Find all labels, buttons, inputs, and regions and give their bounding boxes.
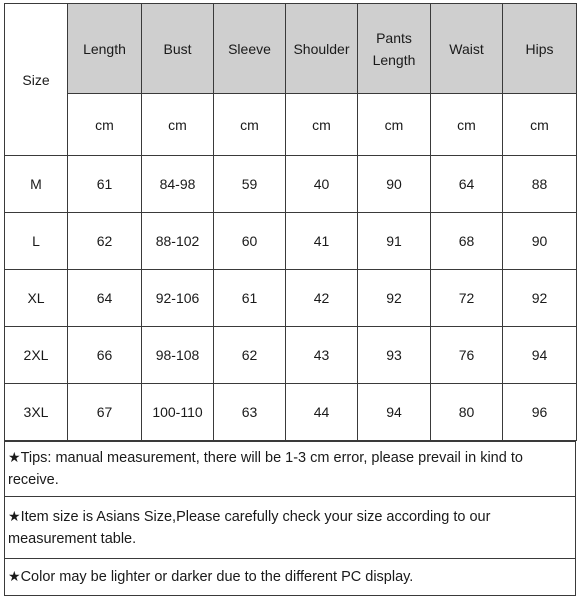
table-cell: 41	[286, 213, 358, 270]
table-cell: 84-98	[142, 156, 214, 213]
unit-cell: cm	[214, 94, 286, 156]
size-cell: M	[5, 156, 68, 213]
table-cell: 61	[214, 270, 286, 327]
table-row-2xl	[5, 327, 577, 384]
table-cell: 91	[358, 213, 431, 270]
table-cell: 94	[358, 384, 431, 441]
star-icon: ★	[8, 449, 21, 465]
table-cell: 80	[431, 384, 503, 441]
unit-cell: cm	[358, 94, 431, 156]
note-text: Color may be lighter or darker due to the different PC display.	[20, 569, 414, 585]
table-cell: 40	[286, 156, 358, 213]
unit-cell: cm	[431, 94, 503, 156]
table-cell: 100-110	[142, 384, 214, 441]
table-cell: 88	[503, 156, 577, 213]
table-cell: 60	[214, 213, 286, 270]
unit-cell: cm	[142, 94, 214, 156]
size-chart	[4, 3, 576, 596]
table-cell: 64	[431, 156, 503, 213]
note-text: Tips: manual measurement, there will be 1-3 cm error, please prevail in kind to receive.	[8, 450, 523, 488]
star-icon: ★	[8, 568, 21, 584]
column-header-length: Length	[68, 4, 142, 94]
table-cell: 93	[358, 327, 431, 384]
size-cell: XL	[5, 270, 68, 327]
column-header-hips: Hips	[503, 4, 577, 94]
table-cell: 42	[286, 270, 358, 327]
table-cell: 94	[503, 327, 577, 384]
note-color	[5, 559, 576, 596]
size-header: Size	[5, 4, 68, 156]
column-header-pants-length	[358, 4, 431, 94]
table-cell: 90	[358, 156, 431, 213]
table-cell: 62	[214, 327, 286, 384]
size-cell: L	[5, 213, 68, 270]
size-cell: 3XL	[5, 384, 68, 441]
table-cell: 64	[68, 270, 142, 327]
notes-table	[4, 441, 576, 596]
table-cell: 96	[503, 384, 577, 441]
table-cell: 43	[286, 327, 358, 384]
table-cell: 66	[68, 327, 142, 384]
pants-length-label: Pants Length	[372, 29, 416, 68]
table-cell: 98-108	[142, 327, 214, 384]
table-row-xl	[5, 270, 577, 327]
header-row	[5, 4, 577, 94]
table-cell: 92	[503, 270, 577, 327]
table-cell: 68	[431, 213, 503, 270]
size-cell: 2XL	[5, 327, 68, 384]
unit-cell: cm	[503, 94, 577, 156]
column-header-waist: Waist	[431, 4, 503, 94]
table-cell: 59	[214, 156, 286, 213]
table-cell: 61	[68, 156, 142, 213]
table-cell: 90	[503, 213, 577, 270]
column-header-shoulder: Shoulder	[286, 4, 358, 94]
table-cell: 92	[358, 270, 431, 327]
table-cell: 44	[286, 384, 358, 441]
table-cell: 88-102	[142, 213, 214, 270]
unit-row	[5, 94, 577, 156]
table-row-m	[5, 156, 577, 213]
table-row-3xl	[5, 384, 577, 441]
note-asian-size	[5, 497, 576, 559]
column-header-sleeve: Sleeve	[214, 4, 286, 94]
star-icon: ★	[8, 507, 21, 524]
table-cell: 72	[431, 270, 503, 327]
table-cell: 92-106	[142, 270, 214, 327]
table-cell: 63	[214, 384, 286, 441]
note-tips	[5, 442, 576, 497]
unit-cell: cm	[68, 94, 142, 156]
table-row-l	[5, 213, 577, 270]
size-table	[4, 3, 577, 441]
note-text: Item size is Asians Size,Please carefully check your size according to our measurement table.	[8, 508, 491, 547]
table-cell: 76	[431, 327, 503, 384]
column-header-bust: Bust	[142, 4, 214, 94]
unit-cell: cm	[286, 94, 358, 156]
table-cell: 62	[68, 213, 142, 270]
table-cell: 67	[68, 384, 142, 441]
